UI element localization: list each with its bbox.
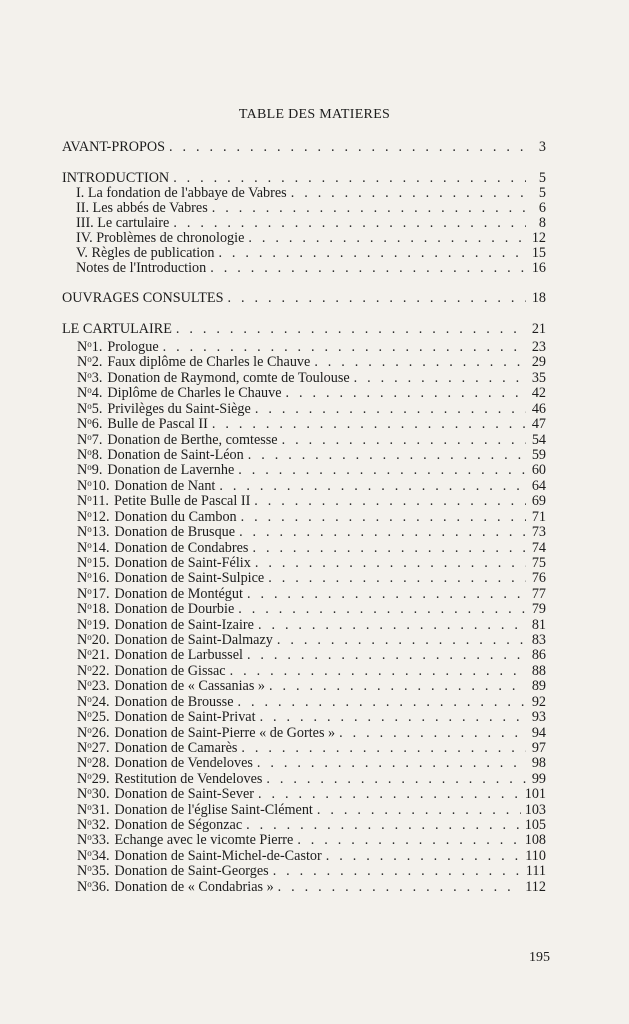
- numero-letter: N: [77, 493, 88, 510]
- numero-letter: N: [77, 878, 88, 895]
- entry-page: 110: [525, 847, 546, 864]
- numero-superscript: o: [87, 678, 92, 689]
- numero-superscript: o: [87, 554, 92, 565]
- numero-letter: N: [77, 847, 88, 864]
- toc-entry-label: I. La fondation de l'abbaye de Vabres: [76, 185, 287, 201]
- toc-subentry: [76, 246, 546, 261]
- entry-label: Donation de Saint-Sulpice: [114, 570, 265, 587]
- entry-number: 12.: [91, 508, 110, 525]
- cartulaire-entry: [77, 383, 546, 402]
- cartulaire-entry: [77, 800, 546, 818]
- entry-label: Donation de Saint-Léon: [107, 446, 244, 463]
- cartulaire-entry: [77, 615, 546, 633]
- entry-label: Donation de Saint-Félix: [114, 554, 251, 571]
- numero-superscript: o: [87, 616, 92, 627]
- numero-superscript: o: [87, 339, 92, 349]
- entry-page: 112: [525, 878, 546, 895]
- cartulaire-entry: [77, 769, 546, 787]
- numero-letter: N: [77, 539, 88, 556]
- entry-number: 4.: [91, 385, 103, 402]
- toc-entry-label: OUVRAGES CONSULTES: [62, 290, 224, 306]
- entry-number: 17.: [91, 585, 110, 602]
- entry-label: Donation de Berthe, comtesse: [107, 431, 278, 448]
- numero-letter: N: [77, 524, 88, 540]
- numero-letter: N: [77, 801, 88, 818]
- numero-superscript: o: [87, 662, 92, 673]
- toc-entry-page: 5: [538, 185, 546, 201]
- numero-letter: N: [77, 693, 88, 710]
- entry-label: Diplôme de Charles le Chauve: [107, 385, 282, 402]
- entry-number: 31.: [91, 801, 110, 818]
- entry-page: 111: [525, 863, 546, 880]
- leader-dots: [173, 171, 526, 186]
- entry-number: 20.: [91, 632, 110, 648]
- toc-entry-page: 6: [538, 200, 546, 216]
- numero-superscript: o: [87, 354, 92, 365]
- numero-letter: N: [77, 770, 88, 787]
- entry-label: Donation de Saint-Georges: [114, 863, 269, 880]
- cartulaire-entry: [77, 815, 546, 833]
- toc-entry-label: V. Règles de publication: [76, 245, 215, 261]
- entry-number: 7.: [91, 431, 103, 448]
- entry-page: 75: [531, 554, 546, 571]
- toc-entry-page: 12: [531, 230, 546, 246]
- cartulaire-entry: [77, 584, 546, 602]
- entry-page: 103: [524, 801, 546, 818]
- entry-page: 101: [524, 786, 546, 803]
- cartulaire-entry: [77, 846, 546, 864]
- entry-number: 3.: [91, 369, 103, 386]
- leader-dots: [176, 322, 526, 337]
- numero-superscript: o: [87, 524, 92, 534]
- numero-letter: N: [77, 554, 88, 571]
- leader-dots: [248, 231, 526, 246]
- numero-superscript: o: [87, 770, 92, 781]
- entry-label: Donation de Dourbie: [114, 601, 235, 618]
- entry-page: 79: [531, 601, 546, 618]
- cartulaire-entry: [77, 707, 546, 726]
- entry-label: Donation de Gissac: [114, 662, 226, 679]
- entry-label: Donation de Vendeloves: [114, 755, 253, 772]
- numero-superscript: o: [87, 462, 92, 473]
- cartulaire-entry: [77, 445, 546, 463]
- toc-subentry: [76, 231, 546, 246]
- entry-page: 74: [531, 539, 546, 556]
- entry-label: Donation de Brusque: [114, 524, 236, 540]
- entry-page: 47: [531, 416, 546, 433]
- entry-page: 71: [531, 508, 546, 525]
- cartulaire-entry: [77, 399, 546, 417]
- cartulaire-entry: [77, 507, 546, 525]
- numero-letter: N: [77, 724, 88, 741]
- entry-label: Donation de Saint-Dalmazy: [114, 632, 273, 648]
- cartulaire-entry: [77, 692, 546, 710]
- leader-dots: [169, 140, 526, 155]
- numero-letter: N: [77, 385, 88, 402]
- entry-page: 73: [531, 524, 546, 540]
- numero-superscript: o: [87, 369, 92, 380]
- numero-superscript: o: [87, 724, 92, 735]
- cartulaire-entry: [77, 337, 546, 355]
- entry-label: Donation de Brousse: [114, 693, 234, 710]
- numero-letter: N: [77, 477, 88, 494]
- toc-subentry: [76, 201, 546, 216]
- entry-page: 92: [531, 693, 546, 710]
- entry-label: Prologue: [107, 339, 159, 355]
- entry-number: 34.: [91, 847, 110, 864]
- numero-letter: N: [77, 632, 88, 648]
- cartulaire-entry: [77, 460, 546, 479]
- toc-subentry: [76, 261, 546, 276]
- cartulaire-entry: [77, 553, 546, 571]
- leader-dots: [218, 246, 526, 261]
- entry-page: 99: [531, 770, 546, 787]
- entry-label: Donation de Saint-Izaire: [114, 616, 254, 633]
- entry-label: Bulle de Pascal II: [107, 416, 208, 433]
- cartulaire-entry: [77, 661, 546, 679]
- toc-entry-introduction: [62, 171, 546, 186]
- toc-entry-page: 18: [531, 290, 546, 306]
- entry-number: 18.: [91, 601, 110, 618]
- entry-label: Donation de « Cassanias »: [114, 678, 266, 695]
- entry-page: 29: [531, 354, 546, 371]
- numero-letter: N: [77, 755, 88, 772]
- entry-number: 14.: [91, 539, 110, 556]
- entry-number: 1.: [91, 339, 103, 355]
- numero-superscript: o: [87, 817, 92, 827]
- numero-abbrev: [77, 877, 92, 895]
- entry-number: 8.: [91, 446, 103, 463]
- numero-superscript: o: [87, 508, 92, 519]
- entry-number: 10.: [91, 477, 110, 494]
- cartulaire-entry: [77, 491, 546, 510]
- entry-label: Donation du Cambon: [114, 508, 237, 525]
- entry-number: 6.: [91, 416, 103, 433]
- numero-letter: N: [77, 662, 88, 679]
- numero-superscript: o: [87, 863, 92, 874]
- leader-dots: [173, 216, 526, 231]
- entry-page: 108: [524, 832, 546, 849]
- entry-label: Donation de Lavernhe: [107, 462, 235, 479]
- numero-superscript: o: [87, 570, 92, 581]
- entry-number: 36.: [91, 878, 110, 895]
- numero-superscript: o: [87, 431, 92, 442]
- entry-label: Donation de Montégut: [114, 585, 243, 602]
- entry-number: 26.: [91, 724, 110, 741]
- toc-entry-label: LE CARTULAIRE: [62, 321, 172, 337]
- entry-label: Donation de Ségonzac: [114, 817, 243, 833]
- cartulaire-entry: [77, 877, 546, 895]
- cartulaire-entry: [77, 645, 546, 664]
- numero-letter: N: [77, 678, 88, 695]
- toc-entry-page: 15: [531, 245, 546, 261]
- numero-superscript: o: [87, 416, 92, 427]
- toc-subentry: [76, 186, 546, 201]
- entry-label: Donation de Saint-Sever: [114, 786, 254, 803]
- entry-label: Privilèges du Saint-Siège: [107, 400, 251, 417]
- numero-superscript: o: [87, 632, 92, 642]
- entry-page: 94: [531, 724, 546, 741]
- leader-dots: [227, 291, 526, 306]
- numero-superscript: o: [87, 601, 92, 612]
- entry-label: Donation de Raymond, comte de Toulouse: [107, 369, 350, 386]
- cartulaire-entry: [77, 538, 546, 556]
- entry-page: 23: [531, 339, 546, 355]
- entry-page: 76: [531, 570, 546, 587]
- toc-entry-avant-propos: [62, 140, 546, 155]
- entry-number: 13.: [91, 524, 110, 540]
- toc-entry-page: 21: [531, 321, 546, 337]
- numero-superscript: o: [87, 477, 92, 488]
- entry-page: 77: [531, 585, 546, 602]
- toc-entry-page: 5: [538, 170, 546, 186]
- entry-label: Petite Bulle de Pascal II: [113, 493, 251, 510]
- entry-number: 16.: [91, 570, 110, 587]
- leader-dots: [291, 186, 526, 201]
- numero-letter: N: [77, 601, 88, 618]
- entry-page: 83: [531, 632, 546, 648]
- entry-label: Donation de Condabres: [114, 539, 249, 556]
- cartulaire-entry: [77, 522, 546, 540]
- cartulaire-entry: [77, 630, 546, 648]
- page-title: TABLE DES MATIERES: [238, 107, 391, 122]
- entry-label: Restitution de Vendeloves: [114, 770, 263, 787]
- numero-superscript: o: [87, 585, 92, 596]
- entry-label: Donation de « Condabrias »: [114, 878, 274, 895]
- entry-page: 81: [531, 616, 546, 633]
- numero-superscript: o: [87, 847, 92, 858]
- toc-entry-ouvrages: [62, 291, 546, 306]
- entry-number: 5.: [91, 400, 103, 417]
- toc-entry-cartulaire: [62, 322, 546, 337]
- entry-page: 98: [531, 755, 546, 772]
- cartulaire-entry: [77, 738, 546, 756]
- cartulaire-entry: [77, 753, 546, 772]
- toc-entry-page: 16: [531, 260, 546, 276]
- toc-entry-label: INTRODUCTION: [62, 170, 170, 186]
- numero-letter: N: [77, 339, 88, 355]
- toc-subentry: [76, 216, 546, 231]
- entry-number: 28.: [91, 755, 110, 772]
- entry-page: 59: [531, 446, 546, 463]
- toc-entry-page: 3: [538, 139, 546, 155]
- numero-superscript: o: [87, 878, 92, 889]
- cartulaire-entry: [77, 414, 546, 433]
- numero-letter: N: [77, 354, 88, 371]
- leader-dots: [212, 201, 526, 216]
- entry-label: Donation de Saint-Privat: [114, 709, 256, 726]
- entry-number: 23.: [91, 678, 110, 695]
- cartulaire-entry: [77, 830, 546, 849]
- numero-superscript: o: [87, 755, 92, 766]
- cartulaire-entry: [77, 723, 546, 741]
- numero-superscript: o: [87, 709, 92, 720]
- entry-number: 29.: [91, 770, 110, 787]
- entry-number: 21.: [91, 647, 110, 664]
- numero-letter: N: [77, 400, 88, 417]
- entry-label: Echange avec le vicomte Pierre: [114, 832, 294, 849]
- entry-page: 42: [531, 385, 546, 402]
- numero-superscript: o: [87, 493, 92, 504]
- numero-letter: N: [77, 832, 88, 849]
- numero-letter: N: [77, 416, 88, 433]
- cartulaire-entry: [77, 599, 546, 618]
- numero-superscript: o: [87, 801, 92, 812]
- entry-number: 24.: [91, 693, 110, 710]
- cartulaire-entry: [77, 368, 546, 386]
- numero-letter: N: [77, 585, 88, 602]
- entry-page: 69: [531, 493, 546, 510]
- numero-letter: N: [77, 616, 88, 633]
- cartulaire-entry: [77, 784, 546, 803]
- cartulaire-entry: [77, 430, 546, 448]
- leader-dots: [278, 880, 522, 895]
- cartulaire-entry: [77, 352, 546, 371]
- entry-number: 22.: [91, 662, 110, 679]
- cartulaire-entry: [77, 861, 546, 880]
- numero-superscript: o: [87, 832, 92, 843]
- entry-number: 11.: [91, 493, 109, 510]
- numero-superscript: o: [87, 786, 92, 797]
- numero-letter: N: [77, 709, 88, 726]
- entry-page: 93: [531, 709, 546, 726]
- entry-number: 9.: [91, 462, 103, 479]
- numero-superscript: o: [87, 739, 92, 750]
- entry-label: Donation de l'église Saint-Clément: [114, 801, 313, 818]
- entry-page: 89: [531, 678, 546, 695]
- numero-letter: N: [77, 431, 88, 448]
- cartulaire-entry: [77, 476, 546, 494]
- toc-entry-label: AVANT-PROPOS: [62, 139, 166, 155]
- entry-number: 32.: [91, 817, 110, 833]
- entry-page: 60: [531, 462, 546, 479]
- toc-entry-label: III. Le cartulaire: [76, 215, 170, 231]
- entry-label: Donation de Saint-Michel-de-Castor: [114, 847, 322, 864]
- toc-entry-page: 8: [538, 215, 546, 231]
- numero-superscript: o: [87, 647, 92, 658]
- toc-entry-label: Notes de l'Introduction: [76, 260, 207, 276]
- numero-letter: N: [77, 570, 88, 587]
- entry-number: 27.: [91, 739, 110, 756]
- numero-letter: N: [77, 647, 88, 664]
- entry-page: 46: [531, 400, 546, 417]
- cartulaire-entry: [77, 568, 546, 587]
- entry-number: 19.: [91, 616, 110, 633]
- numero-letter: N: [77, 508, 88, 525]
- leader-dots: [210, 261, 526, 276]
- entry-page: 64: [531, 477, 546, 494]
- entry-number: 2.: [91, 354, 103, 371]
- numero-letter: N: [77, 446, 88, 463]
- entry-page: 86: [531, 647, 546, 664]
- entry-label: Donation de Larbussel: [114, 647, 243, 664]
- entry-number: 25.: [91, 709, 110, 726]
- entry-label: Faux diplôme de Charles le Chauve: [107, 354, 311, 371]
- entry-label: Donation de Camarès: [114, 739, 238, 756]
- numero-superscript: o: [87, 446, 92, 457]
- numero-letter: N: [77, 739, 88, 756]
- toc-entry-label: IV. Problèmes de chronologie: [76, 230, 245, 246]
- toc-entry-label: II. Les abbés de Vabres: [76, 200, 208, 216]
- numero-superscript: o: [87, 385, 92, 396]
- entry-label: Donation de Saint-Pierre « de Gortes »: [114, 724, 336, 741]
- numero-letter: N: [77, 369, 88, 386]
- entry-page: 105: [524, 817, 546, 833]
- numero-letter: N: [77, 863, 88, 880]
- numero-letter: N: [77, 786, 88, 803]
- entry-number: 35.: [91, 863, 110, 880]
- numero-letter: N: [77, 817, 88, 833]
- cartulaire-entry: [77, 676, 546, 695]
- numero-superscript: o: [87, 400, 92, 411]
- entry-page: 54: [531, 431, 546, 448]
- numero-letter: N: [77, 462, 88, 479]
- numero-superscript: o: [87, 693, 92, 704]
- entry-page: 97: [531, 739, 546, 756]
- entry-number: 33.: [91, 832, 110, 849]
- entry-label: Donation de Nant: [114, 477, 216, 494]
- numero-superscript: o: [87, 539, 92, 550]
- entry-page: 88: [531, 662, 546, 679]
- entry-page: 35: [531, 369, 546, 386]
- entry-number: 30.: [91, 786, 110, 803]
- page-number: 195: [529, 950, 550, 965]
- entry-number: 15.: [91, 554, 110, 571]
